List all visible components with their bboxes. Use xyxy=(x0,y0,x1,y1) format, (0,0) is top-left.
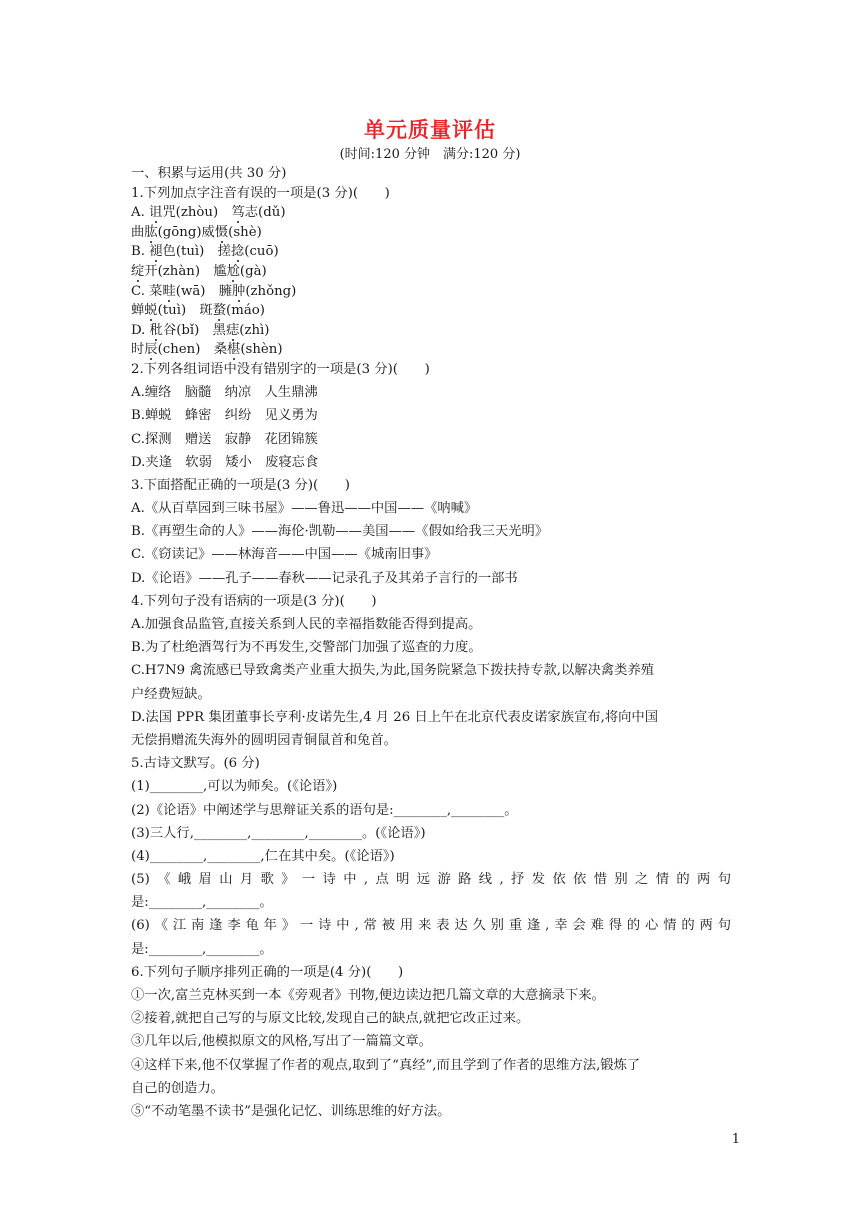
question-1-option-d-line2 xyxy=(131,340,731,360)
question-4-stem: 4.下列句子没有语病的一项是(3 分)( ) xyxy=(131,593,377,609)
option-label: C. 菜 xyxy=(131,283,163,299)
question-4-option-a: A.加强食品监管,直接关系到人民的幸福指数能否得到提高。 xyxy=(131,617,482,632)
option-text: 色(tuì) xyxy=(162,244,218,260)
option-text: 曲 xyxy=(131,224,145,240)
option-text: (cuō) xyxy=(244,244,279,260)
dotted-char: 椹 xyxy=(227,342,241,358)
question-3-option-d: D.《论语》——孔子——春秋——记录孔子及其弟子言行的一部书 xyxy=(131,570,518,586)
option-text: (máo) xyxy=(226,303,265,319)
option-text: 蝉 xyxy=(131,303,145,319)
option-text: (gōng)威 xyxy=(157,224,215,240)
option-text: 臃 xyxy=(218,283,233,299)
option-text: (tuì) 斑 xyxy=(157,303,213,319)
question-5-item-6-line2: 是:________,________。 xyxy=(131,941,273,957)
page-number: 1 xyxy=(731,1132,740,1147)
question-5-item-5-line1: (5)《峨眉山月歌》一诗中,点明远游路线,抒发依依惜别之情的两句 xyxy=(131,872,731,888)
dotted-char: 畦 xyxy=(162,283,176,299)
question-2-option-b: B.蝉蜕 蜂密 纠纷 见义勇为 xyxy=(131,408,318,424)
option-text: 开(zhàn) xyxy=(144,263,214,279)
question-1-option-c-line1 xyxy=(131,282,731,302)
page-title: 单元质量评估 xyxy=(364,118,496,142)
option-text: 尴 xyxy=(213,263,227,279)
question-3-option-a: A.《从百草园到三味书屋》——鲁迅——中国——《呐喊》 xyxy=(131,501,478,517)
dotted-char: 尬 xyxy=(226,263,240,279)
question-2-option-c: C.探测 赠送 寂静 花团锦簇 xyxy=(131,431,318,447)
dotted-char: 蝥 xyxy=(212,303,227,319)
option-text: (shèn) xyxy=(240,342,283,358)
question-3-stem: 3.下面搭配正确的一项是(3 分)( ) xyxy=(131,477,350,493)
option-text: (chen) 桑 xyxy=(157,342,228,358)
question-6-stem: 6.下列句子顺序排列正确的一项是(4 分)( ) xyxy=(131,964,404,980)
question-5-item-5-line2: 是:________,________。 xyxy=(131,895,273,911)
dotted-char: 笃 xyxy=(231,205,245,221)
question-5-item-6-line1: (6)《江南逢李龟年》一诗中,常被用来表达久别重逢,幸会难得的心情的两句 xyxy=(131,918,731,934)
option-text: 咒(zhòu) xyxy=(162,205,232,221)
question-6-sentence-1: ①一次,富兰克林买到一本《旁观者》刊物,便边读边把几篇文章的大意摘录下来。 xyxy=(131,988,605,1003)
question-1-option-b-line1 xyxy=(131,242,731,262)
dotted-char: 肱 xyxy=(144,224,158,240)
question-3-option-c: C.《窃读记》——林海音——中国——《城南旧事》 xyxy=(131,547,438,563)
question-5-stem: 5.古诗文默写。(6 分) xyxy=(131,756,260,772)
exam-content xyxy=(131,164,731,1122)
question-1-option-c-line2 xyxy=(131,301,731,321)
dotted-char: 肿 xyxy=(232,283,246,299)
question-6-sentence-4-line2: 自己的创造力。 xyxy=(131,1080,225,1096)
dotted-char: 诅 xyxy=(149,205,163,221)
question-2-option-a: A.缠络 脑髓 纳凉 人生鼎沸 xyxy=(131,385,318,401)
question-1-stem: 1.下列加点字注音有误的一项是(3 分)( ) xyxy=(131,185,390,201)
exam-info: (时间:120 分钟 满分:120 分) xyxy=(339,147,521,162)
dotted-char: 秕 xyxy=(149,322,163,338)
dotted-char: 蜕 xyxy=(144,303,158,319)
question-5-item-1: (1)________,可以为师矣。(《论语》) xyxy=(131,779,338,795)
option-text: 谷(bǐ) 黑 xyxy=(162,322,226,338)
question-2-option-d: D.夹逢 软弱 矮小 废寝忘食 xyxy=(131,454,319,470)
option-text: (wā) xyxy=(175,283,219,299)
question-5-item-2: (2)《论语》中阐述学与思辩证关系的语句是:________,________。 xyxy=(131,802,518,818)
question-1-option-a-line1 xyxy=(131,203,731,223)
dotted-char: 慑 xyxy=(214,224,229,240)
question-6-sentence-2: ②接着,就把自己写的与原文比较,发现自己的缺点,就把它改正过来。 xyxy=(131,1011,530,1027)
dotted-char: 褪 xyxy=(149,244,163,260)
question-4-option-b: B.为了杜绝酒驾行为不再发生,交警部门加强了巡查的力度。 xyxy=(131,640,482,656)
option-text: 志(dǔ) xyxy=(244,205,286,221)
question-1-option-a-line2 xyxy=(131,223,731,243)
dotted-char: 痣 xyxy=(225,322,240,338)
question-5-item-3: (3)三人行,________,________,________。(《论语》) xyxy=(131,825,426,841)
option-text: (zhǒng) xyxy=(245,283,297,299)
option-label: B. xyxy=(131,244,150,260)
option-text: (gà) xyxy=(239,263,267,279)
section-heading: 一、积累与运用(共 30 分) xyxy=(131,166,287,181)
question-2-stem: 2.下列各组词语中没有错别字的一项是(3 分)( ) xyxy=(131,361,430,377)
question-6-sentence-4-line1: ④这样下来,他不仅掌握了作者的观点,取到了“真经”,而且学到了作者的思维方法,锻炼了 xyxy=(131,1057,641,1073)
question-4-option-c-line2: 户经费短缺。 xyxy=(131,686,211,702)
question-5-item-4: (4)________,________,仁在其中矣。(《论语》) xyxy=(131,848,395,864)
option-label: D. xyxy=(131,322,150,338)
option-text: 时 xyxy=(131,342,145,358)
question-6-sentence-5: ⑤“不动笔墨不读书”是强化记忆、训练思维的好方法。 xyxy=(131,1103,451,1119)
question-3-option-b: B.《再塑生命的人》——海伦·凯勒——美国——《假如给我三天光明》 xyxy=(131,524,549,540)
question-1-option-d-line1 xyxy=(131,321,731,341)
question-4-option-d-line1: D.法国 PPR 集团董事长亨利·皮诺先生,4 月 26 日上午在北京代表皮诺家族宣布,将向中国 xyxy=(131,709,659,725)
question-4-option-d-line2: 无偿捐赠流失海外的圆明园青铜鼠首和兔首。 xyxy=(131,732,397,748)
dotted-char: 辰 xyxy=(144,342,158,358)
option-text: (zhì) xyxy=(239,322,270,338)
dotted-char: 绽 xyxy=(131,263,145,279)
question-1-option-b-line2 xyxy=(131,262,731,282)
question-6-sentence-3: ③几年以后,他模拟原文的风格,写出了一篇篇文章。 xyxy=(131,1034,432,1050)
option-text: 搓 xyxy=(217,244,231,260)
question-4-option-c-line1: C.H7N9 禽流感已导致禽类产业重大损失,为此,国务院紧急下拨扶持专款,以解决禽类养殖 xyxy=(131,663,655,679)
option-text: (shè) xyxy=(228,224,262,240)
option-label: A. xyxy=(131,205,150,221)
dotted-char: 捻 xyxy=(230,244,245,260)
